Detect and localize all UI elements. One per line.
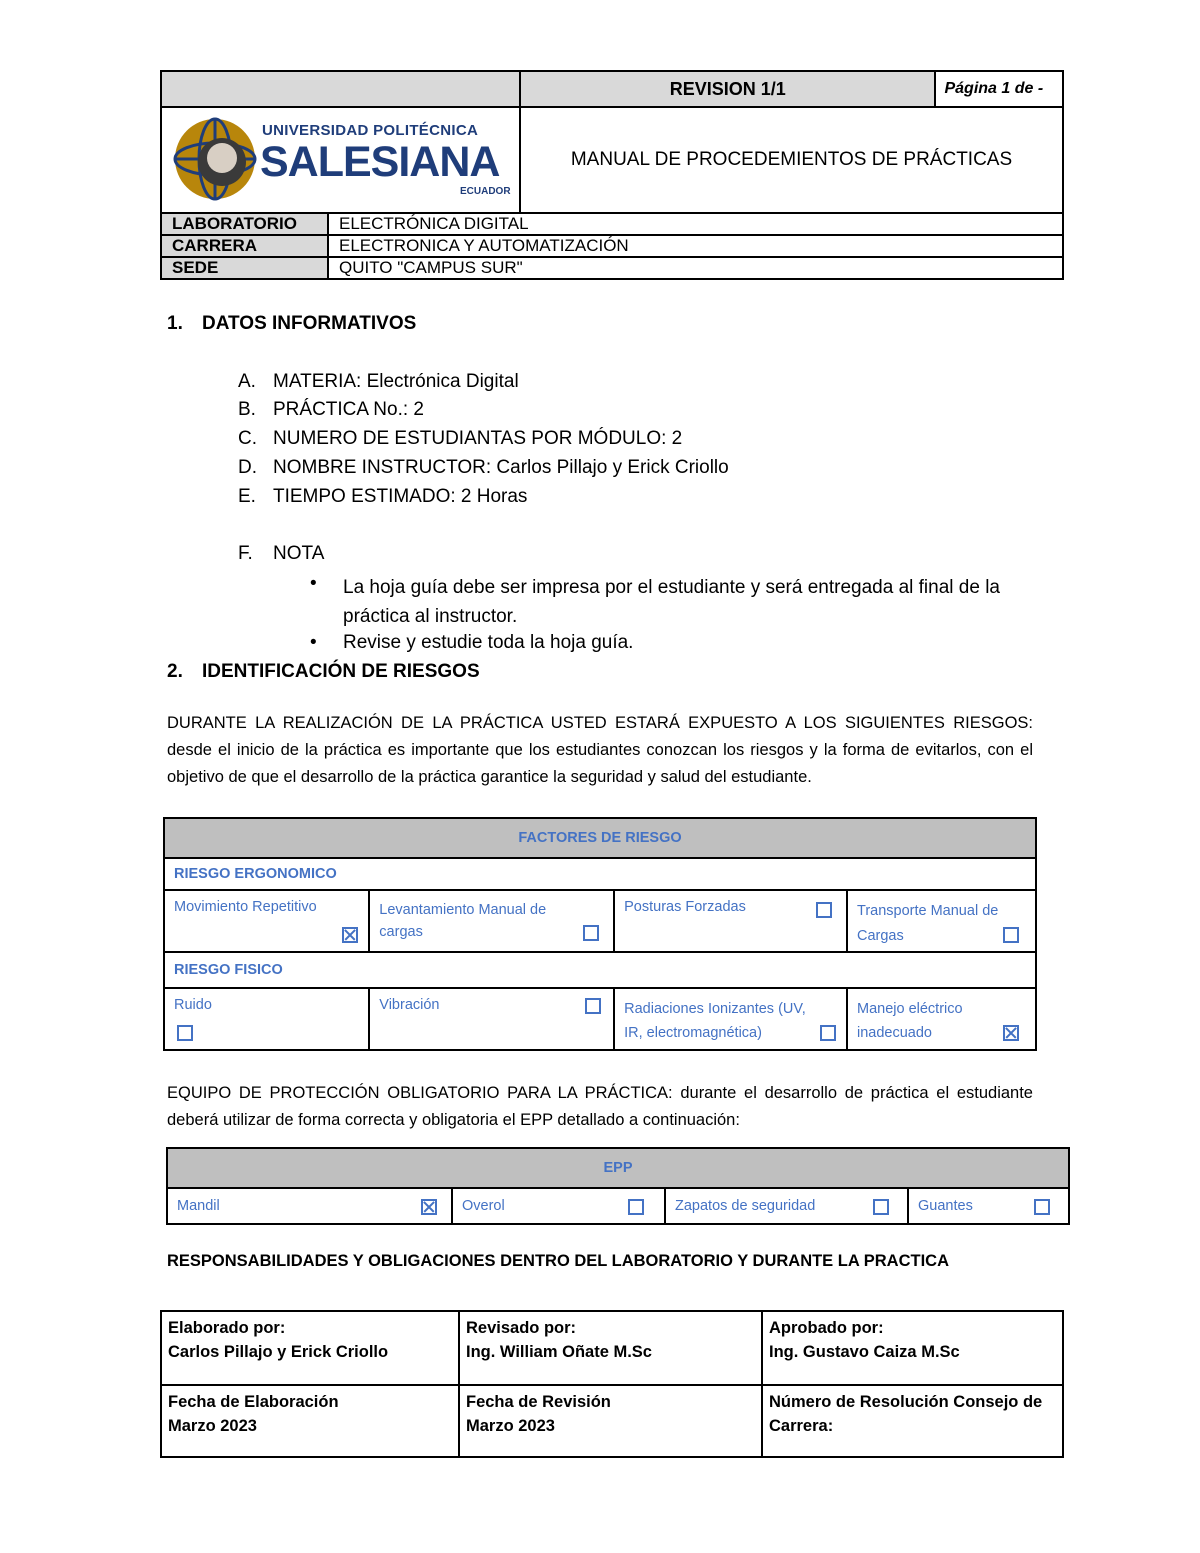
risk-group-ergonomic: RIESGO ERGONOMICO bbox=[164, 858, 1036, 890]
elaborated-cell bbox=[161, 1311, 459, 1385]
ppe-label: Guantes bbox=[918, 1198, 973, 1214]
checked-box-icon[interactable] bbox=[342, 927, 358, 943]
ppe-table-title: EPP bbox=[167, 1148, 1069, 1188]
info-value-sede: QUITO "CAMPUS SUR" bbox=[328, 257, 1063, 279]
manual-title: MANUAL DE PROCEDEMIENTOS DE PRÁCTICAS bbox=[520, 107, 1063, 213]
risk-intro: DURANTE LA REALIZACIÓN DE LA PRÁCTICA USTED ESTARÁ EXPUESTO A LOS SIGUIENTES RIESGOS: desde el inicio de la práctica es importante que los estudiantes conozcan los riesgos y la forma de evitarlos, con el objetivo de que el desarrollo de la práctica garantice la seguridad y salud del estudiante. bbox=[167, 714, 1033, 786]
ppe-intro: EQUIPO DE PROTECCIÓN OBLIGATORIO PARA LA PRÁCTICA: durante el desarrollo de práctica el estudiante deberá utilizar de forma correcta y obligatoria el EPP detallado a continuación: bbox=[167, 1084, 1033, 1129]
risk-label: Transporte Manual de Cargas bbox=[857, 903, 999, 944]
item-letter: C. bbox=[238, 428, 257, 449]
note-label: NOTA bbox=[273, 543, 325, 564]
ppe-label: Overol bbox=[462, 1198, 505, 1214]
logo-line3: ECUADOR bbox=[460, 186, 511, 197]
section1-title: DATOS INFORMATIVOS bbox=[202, 313, 417, 334]
checked-box-icon[interactable] bbox=[421, 1199, 437, 1215]
ppe-table bbox=[166, 1147, 1070, 1225]
elab-date-label: Fecha de Elaboración bbox=[168, 1393, 339, 1411]
note-bullet-2: Revise y estudie toda la hoja guía. bbox=[343, 632, 634, 653]
elab-date-value: Marzo 2023 bbox=[168, 1417, 257, 1435]
resolution-label: Número de Resolución Consejo de Carrera: bbox=[769, 1393, 1043, 1435]
item-letter: B. bbox=[238, 399, 256, 420]
item-letter: A. bbox=[238, 371, 256, 392]
risk-cell bbox=[369, 988, 614, 1050]
info-label-sede: SEDE bbox=[161, 257, 328, 279]
risk-label: Ruido bbox=[174, 997, 212, 1013]
checkbox-icon[interactable] bbox=[628, 1199, 644, 1215]
checkbox-icon[interactable] bbox=[585, 998, 601, 1014]
risk-label: Vibración bbox=[379, 997, 440, 1013]
section2-title: IDENTIFICACIÓN DE RIESGOS bbox=[202, 661, 480, 682]
risk-table-title: FACTORES DE RIESGO bbox=[164, 818, 1036, 858]
checkbox-icon[interactable] bbox=[1034, 1199, 1050, 1215]
risk-label: Manejo eléctrico inadecuado bbox=[857, 1001, 963, 1041]
rev-date-cell bbox=[459, 1385, 762, 1457]
bullet-icon: • bbox=[310, 632, 317, 653]
ppe-label: Zapatos de seguridad bbox=[675, 1198, 816, 1214]
risk-cell bbox=[614, 988, 847, 1050]
header-blank-cell bbox=[161, 71, 520, 107]
ppe-cell bbox=[665, 1188, 908, 1224]
reviewed-value: Ing. William Oñate M.Sc bbox=[466, 1343, 652, 1361]
section2-number: 2. bbox=[167, 661, 183, 682]
reviewed-label: Revisado por: bbox=[466, 1319, 577, 1337]
logo bbox=[170, 112, 510, 208]
item-materia: MATERIA: Electrónica Digital bbox=[273, 371, 519, 392]
approved-value: Ing. Gustavo Caiza M.Sc bbox=[769, 1343, 960, 1361]
info-row bbox=[161, 257, 1063, 279]
risk-label: Posturas Forzadas bbox=[624, 899, 746, 915]
checked-box-icon[interactable] bbox=[1003, 1025, 1019, 1041]
logo-line2: SALESIANA bbox=[260, 138, 500, 186]
elaborated-value: Carlos Pillajo y Erick Criollo bbox=[168, 1343, 389, 1361]
bullet-icon: • bbox=[310, 573, 317, 594]
elaborated-label: Elaborado por: bbox=[168, 1319, 286, 1337]
note-letter: F. bbox=[238, 543, 253, 564]
item-estudiantes: NUMERO DE ESTUDIANTAS POR MÓDULO: 2 bbox=[273, 428, 683, 449]
risk-table bbox=[163, 817, 1037, 1051]
info-label-laboratorio: LABORATORIO bbox=[161, 213, 328, 235]
risk-cell bbox=[614, 890, 847, 952]
rev-date-value: Marzo 2023 bbox=[466, 1417, 555, 1435]
info-label-carrera: CARRERA bbox=[161, 235, 328, 257]
ppe-label: Mandil bbox=[177, 1198, 220, 1214]
logo-line1: UNIVERSIDAD POLITÉCNICA bbox=[262, 122, 479, 139]
checkbox-icon[interactable] bbox=[177, 1025, 193, 1041]
risk-label: Radiaciones Ionizantes (UV, IR, electromagnética) bbox=[624, 1001, 806, 1041]
risk-group-physical: RIESGO FISICO bbox=[164, 952, 1036, 988]
page-label: Página 1 de - bbox=[935, 71, 1063, 107]
resolution-cell bbox=[762, 1385, 1063, 1457]
info-table bbox=[160, 212, 1064, 280]
risk-cell bbox=[164, 890, 369, 952]
responsibilities-title: RESPONSABILIDADES Y OBLIGACIONES DENTRO DEL LABORATORIO Y DURANTE LA PRACTICA bbox=[167, 1252, 949, 1270]
checkbox-icon[interactable] bbox=[873, 1199, 889, 1215]
item-letter: E. bbox=[238, 486, 256, 507]
approved-cell bbox=[762, 1311, 1063, 1385]
info-row bbox=[161, 213, 1063, 235]
risk-label: Movimiento Repetitivo bbox=[174, 899, 317, 915]
info-value-laboratorio: ELECTRÓNICA DIGITAL bbox=[328, 213, 1063, 235]
signature-table bbox=[160, 1310, 1064, 1458]
ppe-cell bbox=[452, 1188, 665, 1224]
section1-number: 1. bbox=[167, 313, 183, 334]
item-tiempo: TIEMPO ESTIMADO: 2 Horas bbox=[273, 486, 528, 507]
checkbox-icon[interactable] bbox=[1003, 927, 1019, 943]
risk-cell bbox=[847, 988, 1036, 1050]
item-practica: PRÁCTICA No.: 2 bbox=[273, 399, 424, 420]
risk-label: Levantamiento Manual de cargas bbox=[379, 902, 547, 940]
approved-label: Aprobado por: bbox=[769, 1319, 884, 1337]
item-letter: D. bbox=[238, 457, 257, 478]
checkbox-icon[interactable] bbox=[816, 902, 832, 918]
elab-date-cell bbox=[161, 1385, 459, 1457]
rev-date-label: Fecha de Revisión bbox=[466, 1393, 611, 1411]
globe-logo-icon bbox=[170, 114, 260, 204]
revision-label: REVISION 1/1 bbox=[520, 71, 935, 107]
info-value-carrera: ELECTRONICA Y AUTOMATIZACIÓN bbox=[328, 235, 1063, 257]
logo-cell bbox=[161, 107, 520, 213]
checkbox-icon[interactable] bbox=[820, 1025, 836, 1041]
ppe-cell bbox=[908, 1188, 1069, 1224]
info-row bbox=[161, 235, 1063, 257]
item-instructor: NOMBRE INSTRUCTOR: Carlos Pillajo y Erick Criollo bbox=[273, 457, 729, 478]
reviewed-cell bbox=[459, 1311, 762, 1385]
risk-cell bbox=[847, 890, 1036, 952]
checkbox-icon[interactable] bbox=[583, 925, 599, 941]
note-bullet-1: La hoja guía debe ser impresa por el estudiante y será entregada al final de la práctica al instructor. bbox=[343, 577, 1000, 627]
risk-cell bbox=[164, 988, 369, 1050]
risk-cell bbox=[369, 890, 614, 952]
header-table bbox=[160, 70, 1064, 214]
ppe-cell bbox=[167, 1188, 452, 1224]
